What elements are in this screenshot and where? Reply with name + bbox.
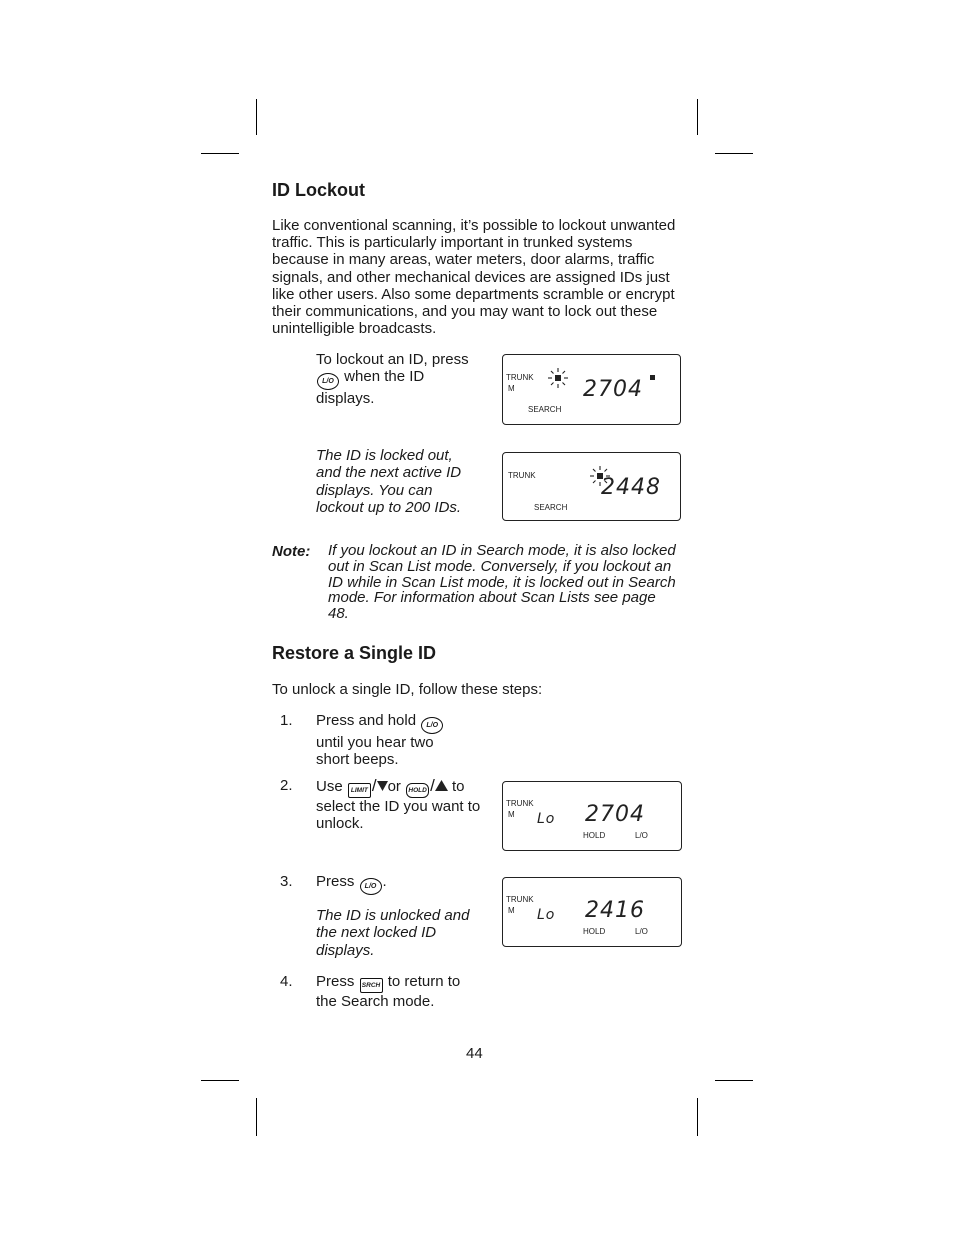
step-number: 3. bbox=[280, 873, 293, 890]
step-2-prefix: Use bbox=[316, 778, 343, 795]
step-3-prefix: Press bbox=[316, 873, 355, 890]
lcd-id-digits: 2704 bbox=[583, 377, 643, 402]
section-heading-id-lockout: ID Lockout bbox=[272, 180, 365, 200]
step-2-text bbox=[316, 777, 481, 833]
lcd-label-lo: L/O bbox=[635, 831, 648, 840]
lcd-id-digits: 2704 bbox=[585, 802, 645, 827]
crop-mark bbox=[697, 99, 698, 135]
sun-icon bbox=[547, 367, 569, 389]
lcd-label-search: SEARCH bbox=[534, 503, 568, 512]
intro-paragraph: Like conventional scanning, it’s possible to lockout unwanted traffic. This is particularly important in trunked systems because in many areas, water meters, door alarms, traffic signals, and other mechanical devices are assigned IDs just like other users. Also some departments scramble or encrypt their communications, and you may want to lock out these unintelligible broadcasts. bbox=[272, 217, 676, 338]
crop-mark bbox=[715, 153, 753, 154]
lockout-instruction bbox=[316, 351, 476, 408]
crop-mark bbox=[201, 153, 239, 154]
step-4-prefix: Press bbox=[316, 973, 355, 990]
lcd-display-1 bbox=[502, 354, 681, 425]
lcd-label-search: SEARCH bbox=[528, 405, 562, 414]
lcd-label-hold: HOLD bbox=[583, 831, 606, 840]
step-1-suffix: until you hear two short beeps. bbox=[316, 734, 434, 769]
lcd-display-3 bbox=[502, 781, 682, 851]
search-button-icon: SRCH bbox=[360, 978, 383, 993]
page-number: 44 bbox=[466, 1045, 483, 1062]
lockout-result-text: The ID is locked out, and the next active ID displays. You can lockout up to 200 IDs. bbox=[316, 447, 462, 517]
crop-mark bbox=[256, 1098, 257, 1136]
lcd-id-digits: 2416 bbox=[585, 898, 645, 923]
slash-separator: / bbox=[430, 776, 435, 795]
step-1-prefix: Press and hold bbox=[316, 712, 417, 729]
step-4-suffix: to return to the Search mode. bbox=[316, 973, 461, 1010]
hold-button-icon: HOLD bbox=[406, 783, 429, 798]
step-3-result: The ID is unlocked and the next locked ID displays. bbox=[316, 907, 470, 959]
lcd-label-trunk: TRUNK bbox=[506, 895, 534, 904]
lcd-id-digits: 2448 bbox=[601, 475, 661, 500]
lcd-label-trunk: TRUNK bbox=[508, 471, 536, 480]
crop-mark bbox=[201, 1080, 239, 1081]
lcd-label-m: M bbox=[508, 810, 515, 819]
step-number: 1. bbox=[280, 712, 293, 729]
lo-button-icon: L/O bbox=[317, 373, 339, 390]
step-1-text bbox=[316, 712, 456, 769]
note-label: Note: bbox=[272, 543, 311, 560]
lcd-lockout-indicator: Lo bbox=[537, 811, 556, 827]
crop-mark bbox=[697, 1098, 698, 1136]
step-3-suffix: . bbox=[382, 873, 387, 890]
lockout-instruction-suffix: when the ID displays. bbox=[316, 368, 425, 408]
up-arrow-icon bbox=[435, 780, 448, 791]
step-2-suffix: to select the ID you want to unlock. bbox=[316, 778, 481, 833]
step-number: 4. bbox=[280, 973, 293, 990]
step-2-mid: or bbox=[387, 778, 401, 795]
lcd-label-m: M bbox=[508, 384, 515, 393]
step-4-text bbox=[316, 973, 476, 1010]
lcd-label-lo: L/O bbox=[635, 927, 648, 936]
lo-button-icon: L/O bbox=[421, 717, 443, 734]
slash-separator: / bbox=[371, 776, 377, 795]
step-3-text bbox=[316, 873, 486, 895]
crop-mark bbox=[256, 99, 257, 135]
lockout-instruction-prefix: To lockout an ID, press bbox=[316, 351, 469, 368]
lcd-label-hold: HOLD bbox=[583, 927, 606, 936]
lcd-indicator-dot bbox=[650, 375, 655, 380]
restore-intro: To unlock a single ID, follow these steps: bbox=[272, 681, 543, 698]
lcd-display-4 bbox=[502, 877, 682, 947]
down-arrow-icon bbox=[377, 781, 388, 791]
lo-button-icon: L/O bbox=[360, 878, 382, 895]
note-text: If you lockout an ID in Search mode, it is also locked out in Scan List mode. Conversely, if you lockout an ID while in Scan List mode, it is locked out in Search mode. For information about Scan Lists see page 48. bbox=[328, 542, 676, 623]
crop-mark bbox=[715, 1080, 753, 1081]
step-number: 2. bbox=[280, 777, 293, 794]
lcd-label-trunk: TRUNK bbox=[506, 799, 534, 808]
lcd-label-m: M bbox=[508, 906, 515, 915]
lcd-display-2 bbox=[502, 452, 681, 521]
lcd-label-trunk: TRUNK bbox=[506, 373, 534, 382]
section-heading-restore-id: Restore a Single ID bbox=[272, 643, 437, 663]
limit-button-icon: LIMIT bbox=[348, 783, 371, 798]
lcd-lockout-indicator: Lo bbox=[537, 907, 556, 923]
